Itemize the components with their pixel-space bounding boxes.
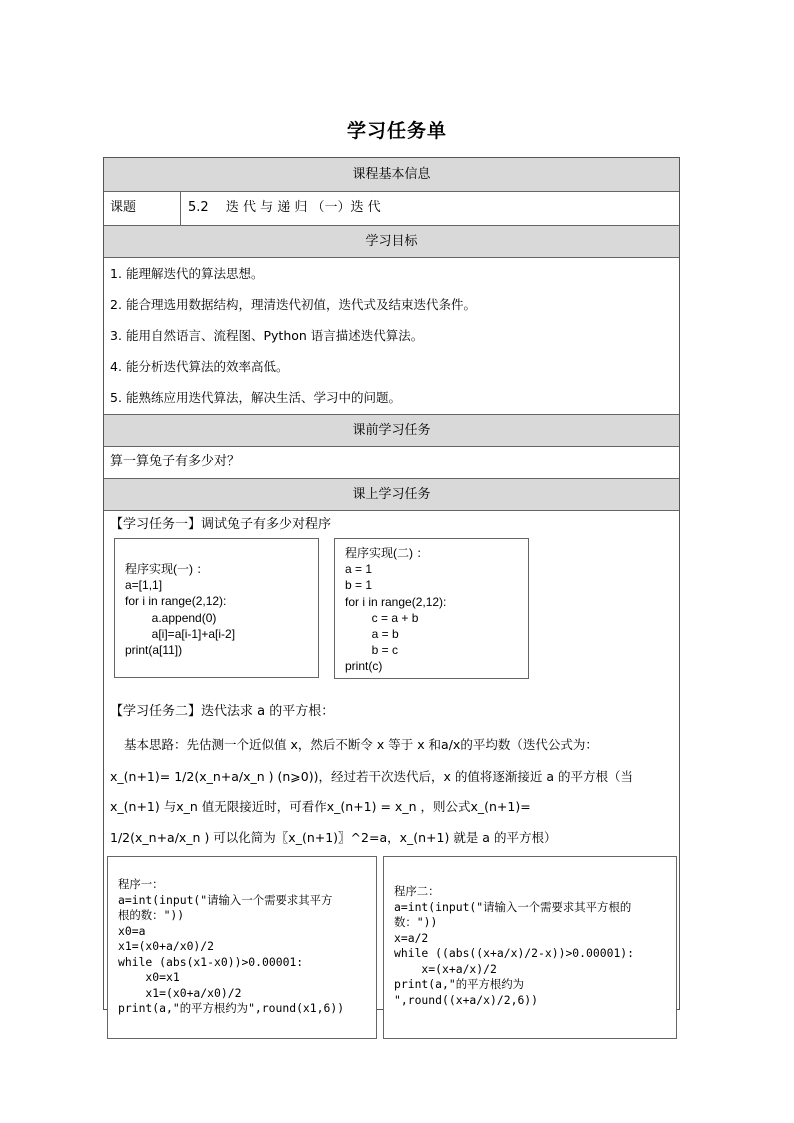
code-line: a = 1 xyxy=(345,562,373,577)
column-divider xyxy=(180,191,181,225)
code-line: for i in range(2,12): xyxy=(345,594,447,609)
code-line: print(a,"的平方根约为",round(x1,6)) xyxy=(118,1001,345,1015)
code-line: 程序实现(二) ： xyxy=(345,546,429,560)
code-line: 程序实现(一) ： xyxy=(125,562,209,576)
goal-item: 2. 能合理选用数据结构，理清迭代初值，迭代式及结束迭代条件。 xyxy=(110,297,477,312)
code-line: 程序一： xyxy=(118,877,164,891)
code-line: a=int(input("请输入一个需要求其平方根的 xyxy=(394,899,632,914)
code-line: print(a[11]) xyxy=(125,643,183,658)
code-line: 数：")) xyxy=(394,915,438,929)
code-line: x1=(x0+a/x0)/2 xyxy=(118,939,215,953)
code-line: x0=x1 xyxy=(118,970,180,984)
code-line: a=[1,1] xyxy=(125,578,163,593)
section-basic-info: 课程基本信息 xyxy=(104,158,679,191)
code-line: 根的数：")) xyxy=(118,908,185,922)
code-line: a = b xyxy=(345,627,399,642)
code-line: for i in range(2,12): xyxy=(125,594,227,609)
code-line: b = 1 xyxy=(345,578,373,593)
lesson-label: 课题 xyxy=(110,200,137,215)
code-line: x=(x+a/x)/2 xyxy=(394,961,497,976)
task2-program1-box xyxy=(107,856,377,1039)
code-line: a.append(0) xyxy=(125,610,217,625)
document-title: 学习任务单 xyxy=(346,120,447,142)
task1-program2-box xyxy=(334,538,529,679)
pre-task-text: 算一算兔子有多少对？ xyxy=(110,454,241,469)
code-line: a=int(input("请输入一个需要求其平方 xyxy=(118,892,333,907)
code-line: x=a/2 xyxy=(394,930,429,945)
code-line: print(a,"的平方根约为 xyxy=(394,977,525,991)
code-line: x1=(x0+a/x0)/2 xyxy=(118,985,242,1000)
section-pre-task: 课前学习任务 xyxy=(104,415,679,446)
code-line: a[i]=a[i-1]+a[i-2] xyxy=(125,626,236,641)
code-line: 程序二： xyxy=(394,884,440,898)
code-line: b = c xyxy=(345,643,399,658)
code-line: x0=a xyxy=(118,923,146,938)
task2-heading: 【学习任务二】迭代法求 a 的平方根： xyxy=(110,704,335,719)
section-goals: 学习目标 xyxy=(104,226,679,257)
code-line: ",round((x+a/x)/2,6)) xyxy=(394,992,539,1007)
lesson-title: 5.2 迭 代 与 递 归 （一）迭 代 xyxy=(188,200,381,215)
task2-formula-line: x_(n+1) 与x_n 值无限接近时，可看作x_(n+1) = x_n ，则公式x_(n+1)= xyxy=(110,799,531,814)
code-line: while ((abs((x+a/x)/2-x))>0.00001): xyxy=(394,946,635,960)
task1-heading: 【学习任务一】调试兔子有多少对程序 xyxy=(110,517,332,532)
goal-item: 3. 能用自然语言、流程图、Python 语言描述迭代算法。 xyxy=(110,328,424,343)
task2-formula-line: 1/2(x_n+a/x_n ) 可以化简为〖x_(n+1)〗^2=a，x_(n+1) 就是 a 的平方根） xyxy=(110,830,557,845)
goal-item: 1. 能理解迭代的算法思想。 xyxy=(110,266,264,281)
code-line: print(c) xyxy=(345,659,383,674)
row-divider xyxy=(104,257,679,258)
goal-item: 4. 能分析迭代算法的效率高低。 xyxy=(110,359,289,374)
section-in-class: 课上学习任务 xyxy=(104,479,679,510)
row-divider xyxy=(104,510,679,511)
code-line: while (abs(x1-x0))>0.00001: xyxy=(118,954,304,969)
task2-formula-line: x_(n+1)= 1/2(x_n+a/x_n ) (n⩾0))，经过若干次迭代后，x 的值将逐渐接近 a 的平方根（当 xyxy=(110,769,633,784)
task1-program1-box xyxy=(114,538,319,678)
code-line: c = a + b xyxy=(345,610,419,625)
goal-item: 5. 能熟练应用迭代算法，解决生活、学习中的问题。 xyxy=(110,390,402,405)
task2-program2-box xyxy=(383,856,677,1039)
task2-explanation-line: 基本思路：先估测一个近似值 x，然后不断令 x 等于 x 和a/x的平均数（迭代公式为： xyxy=(124,737,598,752)
